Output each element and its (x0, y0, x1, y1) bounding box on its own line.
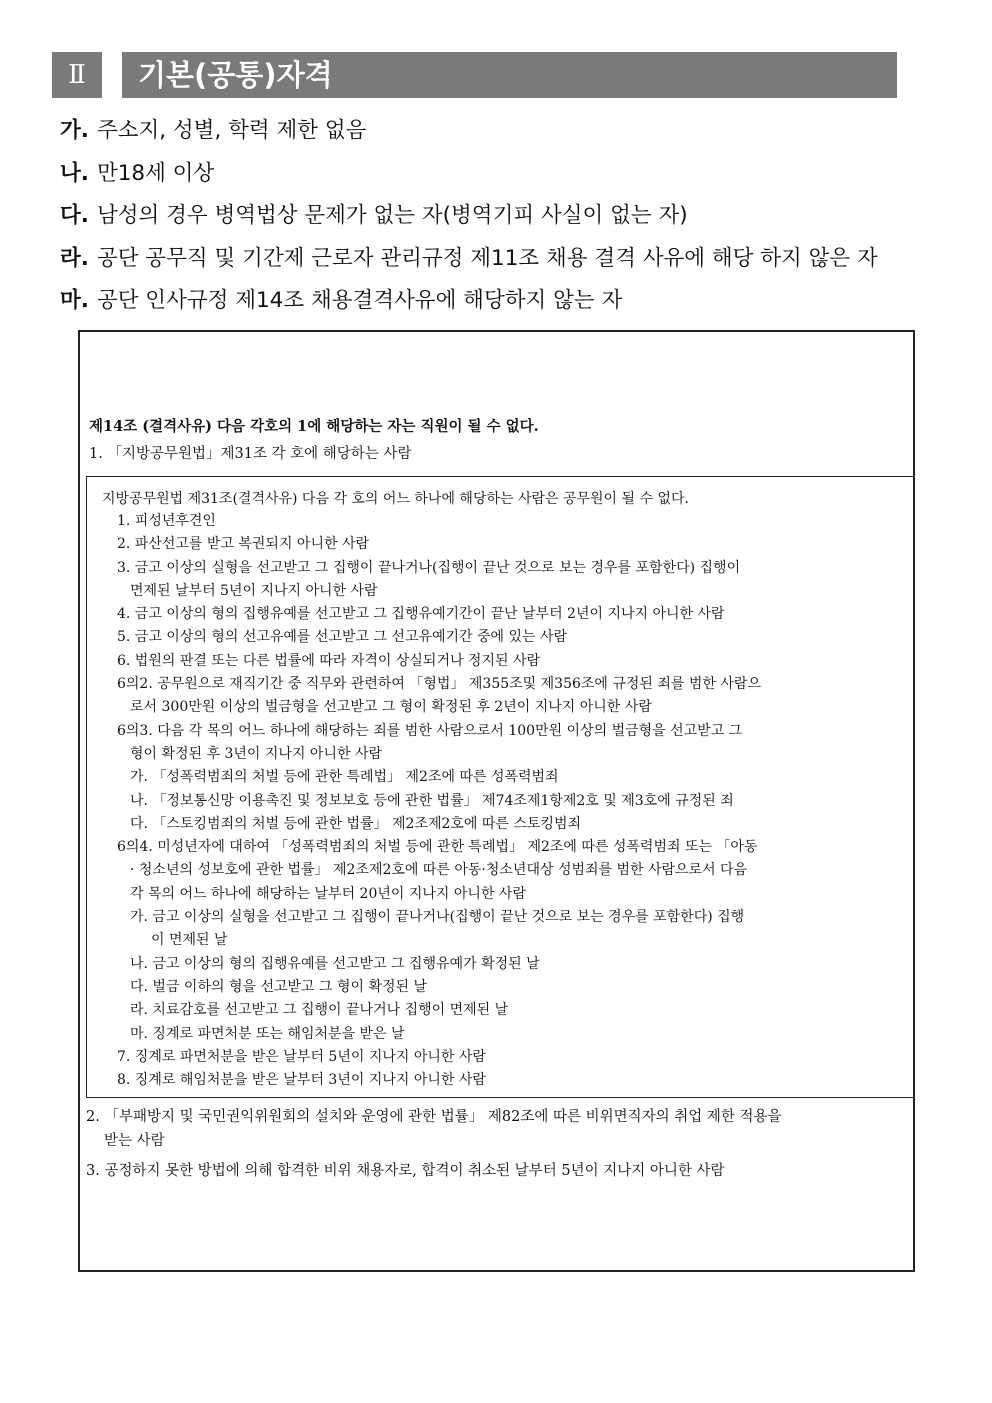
law31-line: 나. 금고 이상의 형의 집행유예를 선고받고 그 집행유예가 확정된 날 (130, 955, 540, 972)
qualification-marker: 가. (60, 118, 89, 143)
qualification-item (60, 153, 940, 196)
law31-line: 이 면제된 날 (151, 932, 228, 949)
law31-line: 6의4. 미성년자에 대하여 「성폭력범죄의 처벌 등에 관한 특례법」 제2조에 따른 성폭력범죄 또는 「아동 (117, 839, 758, 856)
qualification-marker: 마. (60, 288, 89, 313)
law31-line: 다. 벌금 이하의 형을 선고받고 그 형이 확정된 날 (130, 978, 428, 995)
qualification-marker: 나. (60, 160, 89, 186)
law31-line: 각 목의 어느 하나에 해당하는 날부터 20년이 지나지 아니한 사람 (130, 885, 526, 902)
law31-heading: 지방공무원법 제31조(결격사유) 다음 각 호의 어느 하나에 해당하는 사람은 공무원이 될 수 없다. (102, 491, 689, 507)
section-number: Ⅱ (52, 52, 102, 98)
qualification-marker: 라. (60, 245, 89, 271)
qualification-text: 공단 공무직 및 기간제 근로자 관리규정 제11조 채용 결격 사유에 해당 하지 않은 자 (96, 245, 878, 271)
law31-line: 6의2. 공무원으로 재직기간 중 직무와 관련하여 「형법」 제355조및 제356조에 규정된 죄를 범한 사람으 (117, 676, 761, 693)
law31-line: 나. 「정보통신망 이용촉진 및 정보보호 등에 관한 법률」 제74조제1항제2호 및 제3호에 규정된 죄 (130, 792, 734, 809)
article-item-3: 3. 공정하지 못한 방법에 의해 합격한 비위 채용자로, 합격이 취소된 날부터 5년이 지나지 아니한 사람 (86, 1163, 725, 1179)
law31-line: 3. 금고 이상의 실형을 선고받고 그 집행이 끝나거나(집행이 끝난 것으로 보는 경우를 포함한다) 집행이 (117, 559, 741, 576)
law31-line: 8. 징계로 해임처분을 받은 날부터 3년이 지나지 아니한 사람 (117, 1072, 486, 1089)
law31-line: 6. 법원의 판결 또는 다른 법률에 따라 자격이 상실되거나 정지된 사람 (117, 652, 541, 669)
qualification-text: 주소지, 성별, 학력 제한 없음 (96, 118, 367, 143)
article-items-after (86, 1106, 906, 1184)
qualification-text: 남성의 경우 병역법상 문제가 없는 자(병역기피 사실이 없는 자) (96, 203, 688, 228)
article-item-1: 1. 「지방공무원법」제31조 각 호에 해당하는 사람 (89, 446, 412, 462)
law31-list (117, 510, 909, 1092)
law31-line: 5. 금고 이상의 형의 선고유예를 선고받고 그 선고유예기간 중에 있는 사람 (117, 629, 568, 646)
law31-line: 가. 금고 이상의 실형을 선고받고 그 집행이 끝나거나(집행이 끝난 것으로 보는 경우를 포함한다) 집행 (130, 909, 745, 926)
law31-line: 마. 징계로 파면처분 또는 해임처분을 받은 날 (130, 1025, 405, 1042)
section-header (52, 52, 897, 98)
law31-line: 1. 피성년후견인 (117, 513, 216, 529)
law31-line: 면제된 날부터 5년이 지나지 아니한 사람 (130, 582, 378, 599)
qualification-item (60, 195, 940, 238)
law31-line: 6의3. 다음 각 목의 어느 하나에 해당하는 죄를 범한 사람으로서 100만원 이상의 벌금형을 선고받고 그 (117, 722, 743, 739)
law31-line: 7. 징계로 파면처분을 받은 날부터 5년이 지나지 아니한 사람 (117, 1048, 486, 1065)
article-title: 제14조 (결격사유) 다음 각호의 1에 해당하는 자는 직원이 될 수 없다. (89, 418, 539, 435)
qualification-text: 공단 인사규정 제14조 채용결격사유에 해당하지 않는 자 (96, 288, 623, 313)
qualification-item (60, 110, 940, 153)
law31-box (86, 476, 915, 1098)
law31-line: · 청소년의 성보호에 관한 법률」 제2조제2호에 따른 아동·청소년대상 성범죄를 범한 사람으로서 다음 (130, 862, 748, 879)
law31-line: 로서 300만원 이상의 벌금형을 선고받고 그 형이 확정된 후 2년이 지나지 아니한 사람 (130, 699, 652, 716)
section-title: 기본(공통)자격 (122, 52, 897, 98)
law31-line: 형이 확정된 후 3년이 지나지 아니한 사람 (130, 745, 382, 762)
article-item-2: 2. 「부패방지 및 국민권익위원회의 설치와 운영에 관한 법률」 제82조에 따른 비위면직자의 취업 제한 적용을 (86, 1109, 782, 1125)
law31-line: 4. 금고 이상의 형의 집행유예를 선고받고 그 집행유예기간이 끝난 날부터 2년이 지나지 아니한 사람 (117, 606, 725, 623)
qualification-marker: 다. (60, 203, 89, 228)
law31-line: 라. 치료감호를 선고받고 그 집행이 끝나거나 집행이 면제된 날 (130, 1002, 509, 1019)
law31-line: 다. 「스토킹범죄의 처벌 등에 관한 법률」 제2조제2호에 따른 스토킹범죄 (130, 815, 582, 832)
qualification-item (60, 280, 940, 323)
qualification-text: 만18세 이상 (96, 160, 215, 186)
qualification-list (60, 110, 940, 323)
qualification-item (60, 238, 940, 281)
law31-line: 가. 「성폭력범죄의 처벌 등에 관한 특례법」 제2조에 따른 성폭력범죄 (130, 769, 559, 786)
law31-line: 2. 파산선고를 받고 복권되지 아니한 사람 (117, 536, 369, 553)
article-item-2-cont: 받는 사람 (104, 1132, 165, 1149)
